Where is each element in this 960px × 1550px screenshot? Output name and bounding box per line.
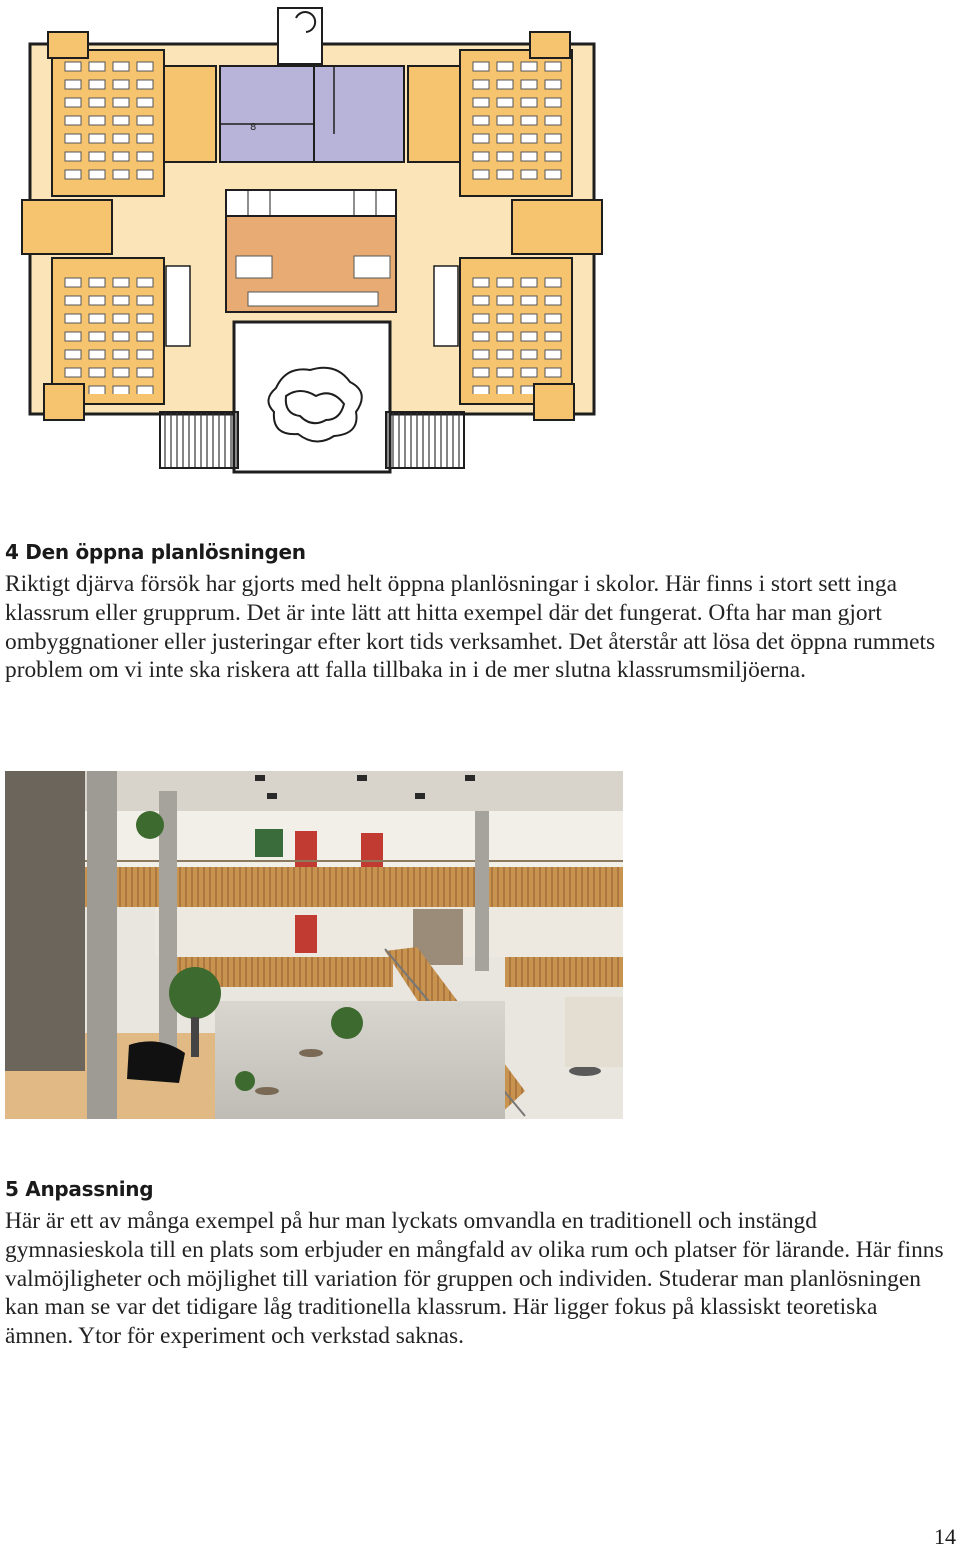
section-heading: 4 Den öppna planlösningen [5, 540, 306, 564]
page-number: 14 [934, 1524, 956, 1549]
staff-rooms [220, 66, 404, 162]
atrium-photo [5, 771, 623, 1119]
section-body: Här är ett av många exempel på hur man lyckats omvandla en traditionell och instängd gymnasieskola till en plats som erbjuder en mångfald av olika rum och platser för lärande. Här finns valmöjligheter och möjlighet till variation för gruppen och individen. Studerar man planlösningen kan man se var det tidigare låg traditionella klassrum. Här ligger fokus på klassiskt teoretiska ämnen. Ytor för experiment och verkstad saknas. [5, 1208, 944, 1350]
section-open-plan [5, 538, 945, 685]
stair-left [160, 412, 238, 468]
section-body: Riktigt djärva försök har gjorts med helt öppna planlösningar i skolor. Här finns i stort sett inga klassrum eller grupprum. Det är inte lätt att hitta exempel där det fungerat. Ofta har man gjort ombyggnationer eller justeringar efter kort tids verksamhet. Det återstår att lösa det öppna rummets problem om vi inte ska riskera att falla tillbaka in i de mer slutna klassrumsmiljöerna. [5, 571, 936, 684]
group-room-ne [408, 66, 460, 162]
group-room-nw [164, 66, 216, 162]
section-heading: 5 Anpassning [5, 1177, 154, 1201]
section-adaptation [5, 1175, 945, 1351]
group-room-e [512, 200, 602, 254]
courtyard [234, 322, 390, 472]
group-room-w [22, 200, 112, 254]
stair-right [386, 412, 464, 468]
room-number-label: 8 [250, 122, 257, 133]
floor-plan-figure [14, 4, 610, 480]
